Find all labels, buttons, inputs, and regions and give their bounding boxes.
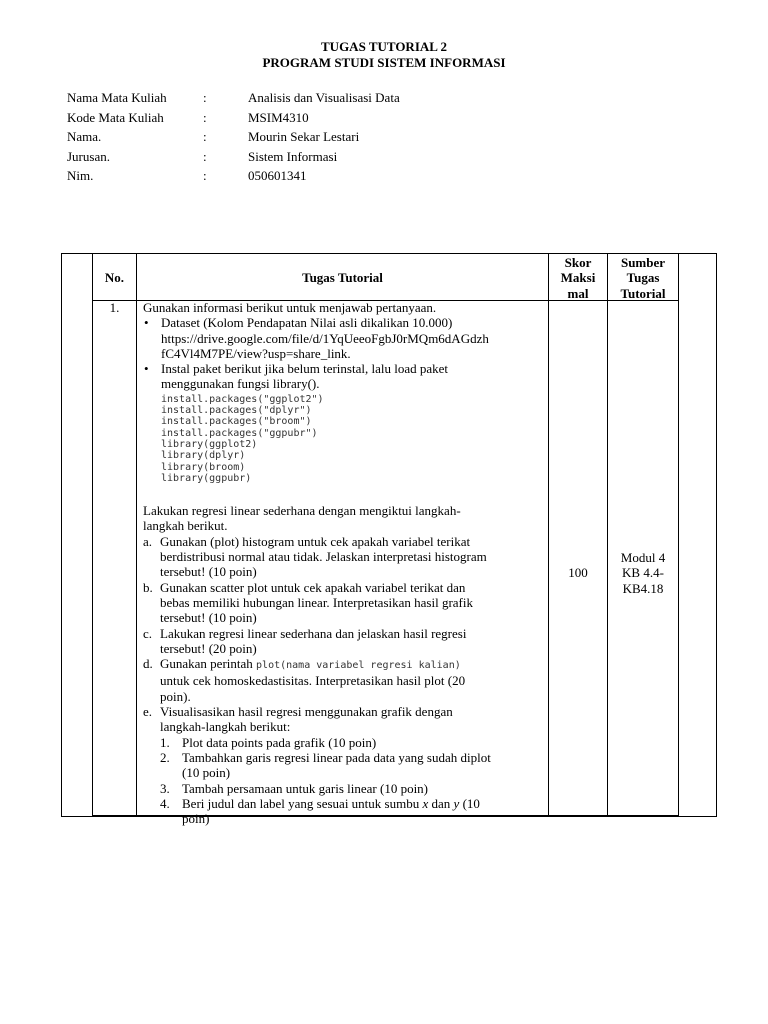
step-text-part: Beri judul dan label yang sesuai untuk sumbu (182, 795, 423, 811)
step-marker: 4. (160, 795, 170, 811)
info-label: Nim. (67, 168, 94, 183)
task-lead (143, 503, 545, 534)
subtask-text: tersebut! (10 poin) (160, 564, 257, 580)
subtask-text: berdistribusi normal atau tidak. Jelaskan interpretasi histogram (160, 549, 487, 565)
list-item-text: menggunakan fungsi library(). (161, 376, 320, 392)
info-value: MSIM4310 (248, 109, 309, 125)
axis-var-x: x (422, 795, 429, 811)
task-lead-line: langkah berikut. (143, 518, 228, 534)
info-value: Analisis dan Visualisasi Data (248, 90, 400, 105)
subtask-text: Gunakan (plot) histogram untuk cek apakah variabel terikat (160, 533, 471, 549)
subtask-e (143, 704, 545, 826)
task-lead-line: Lakukan regresi linear sederhana dengan mengiktui langkah- (143, 503, 461, 519)
info-label: Kode Mata Kuliah (67, 109, 164, 125)
info-value: Sistem Informasi (248, 148, 338, 164)
header-sumber-line: Tugas (626, 270, 660, 286)
step-2 (160, 750, 545, 781)
code-line: install.packages("dplyr") (161, 405, 312, 417)
step-3 (160, 781, 545, 796)
subtask-text: tersebut! (10 poin) (160, 610, 257, 626)
code-line: install.packages("ggpubr") (161, 427, 318, 439)
source-module (608, 550, 678, 596)
info-colon: : (203, 148, 207, 164)
info-colon: : (203, 168, 207, 183)
subtask-text: Visualisasikan hasil regresi menggunakan grafik dengan (160, 704, 453, 720)
info-value: Mourin Sekar Lestari (248, 129, 360, 144)
subtask-text: poin). (160, 688, 191, 704)
info-value: 050601341 (248, 168, 307, 183)
code-line: library(ggplot2) (161, 438, 258, 450)
step-text-part: (10 (459, 795, 480, 811)
step-marker: 3. (160, 780, 170, 796)
info-label: Nama Mata Kuliah (67, 90, 167, 105)
step-text: (10 poin) (182, 765, 231, 781)
task-table (61, 253, 717, 827)
source-line: KB4.18 (622, 580, 664, 596)
bullet-marker: • (144, 361, 149, 377)
step-marker: 1. (160, 734, 170, 750)
dataset-link: https://drive.google.com/file/d/1YqUeeoFgbJ0rMQm6dAGdzh (161, 330, 489, 346)
step-text: Tambah persamaan untuk garis linear (10 poin) (182, 780, 429, 796)
step-text: Tambahkan garis regresi linear pada data yang sudah diplot (182, 749, 491, 765)
info-label: Nama. (67, 129, 102, 144)
header-no: No. (104, 270, 125, 285)
step-marker: 2. (160, 749, 170, 765)
info-label: Jurusan. (67, 148, 110, 164)
task-content (143, 300, 545, 826)
step-1 (160, 735, 545, 750)
header-sumber-line: Tutorial (620, 285, 666, 301)
subtask-marker: a. (143, 533, 153, 549)
subtask-text: tersebut! (20 poin) (160, 640, 257, 656)
subtask-d (143, 656, 545, 704)
subtask-c (143, 626, 545, 657)
list-item-text: Dataset (Kolom Pendapatan Nilai asli dikalikan 10.000) (161, 315, 453, 331)
row-number: 1. (109, 300, 120, 315)
subtask-marker: b. (143, 579, 153, 595)
table-divider (92, 254, 93, 816)
document-title: TUGAS TUTORIAL 2 (321, 39, 447, 54)
header-skor-line: mal (567, 285, 589, 301)
list-item (143, 361, 545, 392)
list-item-text: Instal paket berikut jika belum terinstal, lalu load paket (161, 361, 448, 377)
step-text: poin) (182, 811, 210, 827)
task-intro: Gunakan informasi berikut untuk menjawab pertanyaan. (143, 300, 437, 315)
subtask-text (160, 656, 545, 673)
subtask-text: Gunakan scatter plot untuk cek apakah variabel terikat dan (160, 579, 466, 595)
step-text: Plot data points pada grafik (10 poin) (182, 734, 377, 750)
subtask-text: langkah-langkah berikut: (160, 719, 291, 735)
code-line: library(dplyr) (161, 450, 246, 462)
axis-var-y: y (453, 795, 460, 811)
info-colon: : (203, 109, 207, 125)
list-item (143, 315, 545, 361)
step-text-part: dan (428, 795, 454, 811)
header-skor-line: Skor (564, 255, 592, 270)
list-item-text: fC4Vl4M7PE/view?usp=share_link. (161, 345, 351, 361)
header-skor (549, 255, 607, 301)
subtask-text: Lakukan regresi linear sederhana dan jelaskan hasil regresi (160, 625, 467, 641)
step-4 (160, 796, 545, 827)
header-skor-line: Maksi (560, 270, 596, 286)
table-divider (678, 254, 679, 816)
subtask-marker: c. (143, 625, 153, 641)
subtask-a (143, 534, 545, 580)
table-divider (607, 254, 608, 816)
info-colon: : (203, 90, 207, 105)
code-line: install.packages("ggplot2") (161, 393, 324, 405)
step-text (182, 796, 545, 811)
subtask-marker: d. (143, 656, 153, 672)
info-colon: : (203, 129, 207, 144)
subtask-text: untuk cek homoskedastisitas. Interpretasikan hasil plot (20 (160, 673, 466, 689)
header-sumber (608, 255, 678, 301)
document-subtitle: PROGRAM STUDI SISTEM INFORMASI (262, 55, 506, 70)
subtask-b (143, 580, 545, 626)
table-divider (548, 254, 549, 816)
code-line: library(broom) (161, 461, 246, 473)
subtask-text-part: Gunakan perintah (160, 656, 257, 672)
bullet-marker: • (144, 315, 149, 331)
source-line: Modul 4 (620, 550, 666, 565)
inline-code: plot(nama variabel regresi kalian) (256, 660, 461, 672)
header-tugas: Tugas Tutorial (302, 270, 383, 285)
source-line: KB 4.4- (622, 565, 664, 581)
subtask-marker: e. (143, 704, 153, 720)
header-sumber-line: Sumber (620, 255, 666, 270)
table-divider (136, 254, 137, 816)
max-score: 100 (568, 565, 588, 580)
code-line: install.packages("broom") (161, 416, 312, 428)
subtask-text: bebas memiliki hubungan linear. Interpretasikan hasil grafik (160, 594, 473, 610)
code-block (143, 394, 545, 484)
code-line: library(ggpubr) (161, 472, 252, 484)
